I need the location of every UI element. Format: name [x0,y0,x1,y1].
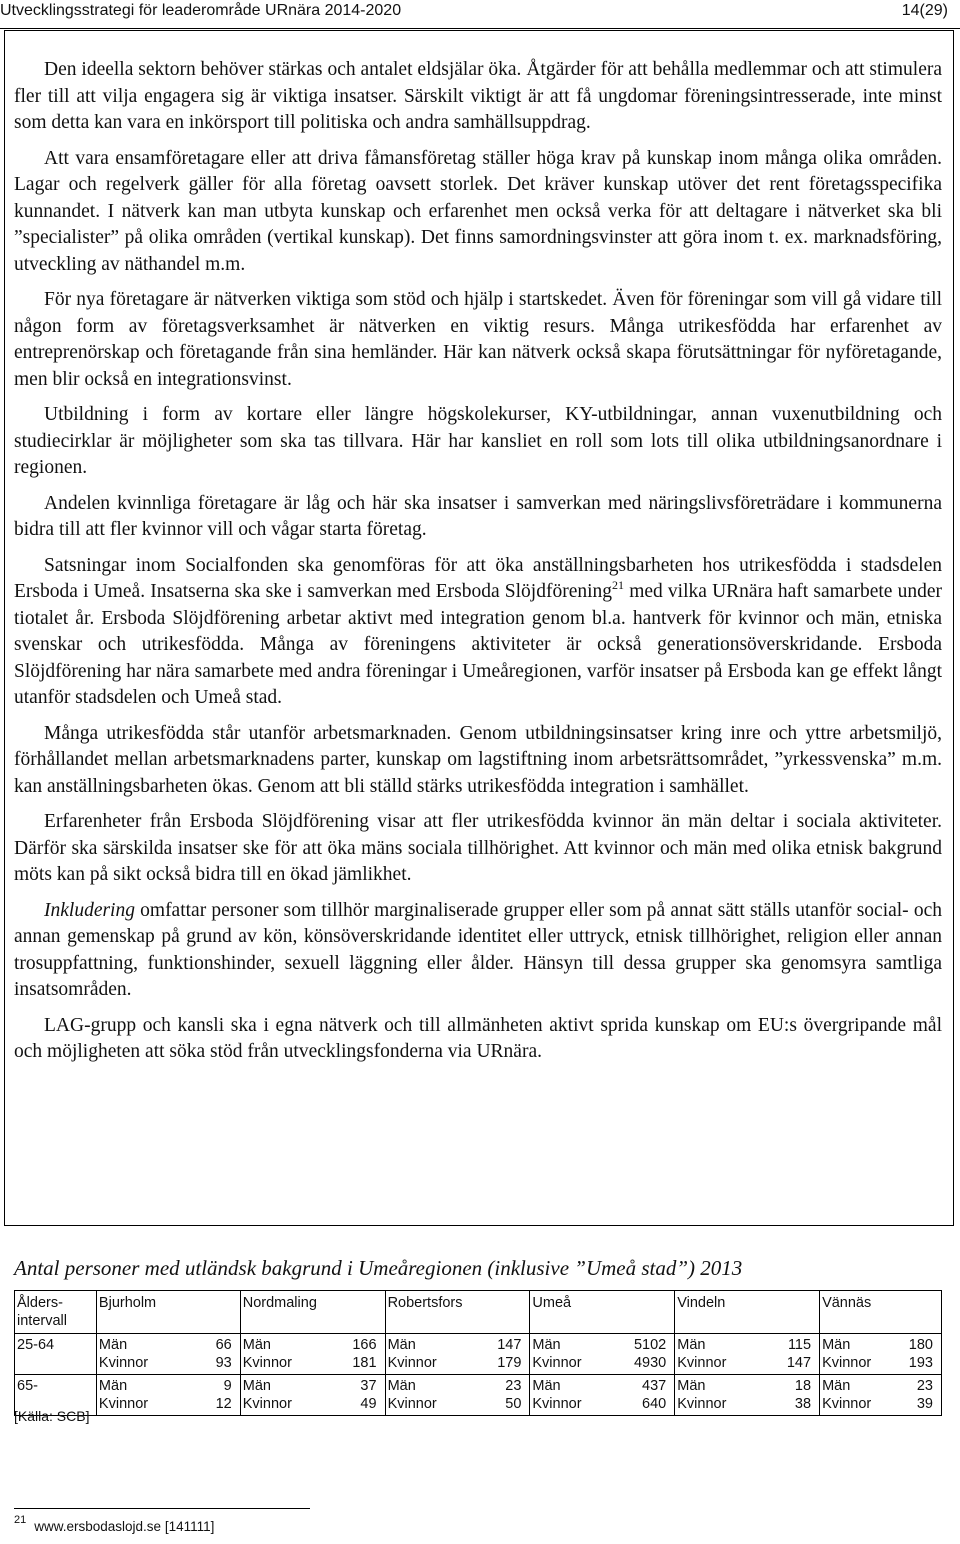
gender-label: Kvinnor [822,1396,872,1412]
value-cell [385,1334,530,1375]
value-cell [820,1375,942,1416]
municipality-header: Umeå [530,1291,675,1334]
count-value: 437 [642,1378,667,1394]
table-row [15,1375,942,1416]
gender-label: Män [677,1378,706,1394]
paragraph-ersboda [14,553,942,712]
population-table [14,1290,942,1416]
count-value: 166 [352,1337,377,1353]
men-line [822,1377,939,1395]
count-value: 18 [794,1378,812,1394]
gender-label: Män [822,1337,851,1353]
gender-label: Män [387,1378,416,1394]
men-line [243,1336,383,1354]
women-line [99,1354,238,1372]
count-value: 66 [215,1337,232,1353]
gender-label: Kvinnor [98,1355,149,1371]
gender-label: Kvinnor [822,1355,872,1371]
count-value: 12 [215,1396,232,1412]
men-line [388,1377,528,1395]
footnote [14,1514,214,1534]
footnote-separator [14,1508,310,1509]
count-value: 115 [787,1337,812,1353]
gender-label: Kvinnor [387,1396,437,1412]
value-cell [96,1334,240,1375]
age-interval-cell: 25-64 [15,1334,97,1375]
women-line [243,1354,383,1372]
women-line [532,1354,672,1372]
gender-label: Män [242,1337,271,1353]
footnote-text: www.ersbodaslojd.se [141111] [34,1519,215,1534]
count-value: 49 [360,1396,377,1412]
count-value: 181 [352,1355,377,1371]
count-value: 640 [642,1396,667,1412]
count-value: 180 [908,1337,933,1353]
paragraph: LAG-grupp och kansli ska i egna nätverk och till allmänheten aktivt sprida kunskap om EU:s övergripande mål och möjligheten att söka stöd från utvecklingsfonderna via URnära. [14,1014,942,1062]
municipality-header: Bjurholm [96,1291,240,1334]
women-line [388,1395,528,1413]
paragraph: Många utrikesfödda står utanför arbetsmarknaden. Genom utbildningsinsatser kring inre och yttre arbetsmiljö, förhållandet mellan arbetsmarknadens parter, kunskap om lagstiftning inom arbetsrättsområdet, ”yrkessvenska” m.m. kan anställningsbarheten ökas. Genom att bli ställd stärks utrikesfödda integration i samhället. [14,722,942,797]
paragraph: För nya företagare är nätverken viktiga som stöd och hjälp i startskedet. Även för föreningar som vill gå vidare till någon form av företagsverksamhet är nätverken en viktig resurs. Många utrikesfödda har erfarenhet av entreprenörskap och företagande från sina hemländer. Här kan nätverk också skapa förutsättningar för nyföretagande, men blir också en integrationsvinst. [14,289,942,390]
count-value: 93 [215,1355,232,1371]
women-line [532,1395,672,1413]
count-value: 193 [908,1355,933,1371]
table-row [15,1334,942,1375]
paragraph-text: Satsningar inom Socialfonden ska genomföras för att öka anställningsbarheten hos utrikesfödda i stadsdelen Ersboda i Umeå. Insatserna ska ske i samverkan med Ersboda Slöjdförening [14,554,942,602]
women-line [677,1395,817,1413]
municipality-header: Nordmaling [240,1291,385,1334]
document-title: Utvecklingsstrategi för leaderområde URnära 2014-2020 [0,2,402,19]
municipality-header: Vännäs [820,1291,942,1334]
value-cell [675,1375,820,1416]
age-interval-cell: 65- [15,1375,97,1416]
men-line [822,1336,939,1354]
value-cell [240,1334,385,1375]
term-inkludering: Inkludering [44,899,135,921]
men-line [243,1377,383,1395]
women-line [677,1354,817,1372]
men-line [99,1377,238,1395]
gender-label: Kvinnor [242,1355,292,1371]
count-value: 179 [497,1355,522,1371]
body-text [14,57,942,1075]
paragraph: Den ideella sektorn behöver stärkas och antalet eldsjälar öka. Åtgärder för att behålla medlemmar och att stimulera fler till att vilja engagera sig är viktiga insatser. Särskilt viktigt är att få ungdomar föreningsintresserade, inte minst som detta kan vara en inkörsport till politiska och andra samhällsuppdrag. [14,59,942,133]
paragraph-text: med vilka URnära haft samarbete under tiotalet år. Ersboda Slöjdförening arbetar aktivt med integration genom bl.a. hantverk för kvinnor och män, etniska svenskar och utrikesfödda. Många av föreningens aktiviteter är också generationsöverskridande. Ersboda Slöjdförening har nära samarbete med andra föreningar i Umeåregionen, varför insatser på Ersboda kan ge effekt långt utanför stadsdelen och Umeå stad. [14,581,942,708]
count-value: 147 [786,1355,812,1371]
value-cell [820,1334,942,1375]
page-number: 14(29) [901,2,948,19]
table-source: [Källa: SCB] [14,1408,90,1424]
women-line [822,1354,939,1372]
value-cell [530,1334,675,1375]
count-value: 23 [916,1378,933,1394]
count-value: 5102 [633,1337,667,1353]
gender-label: Kvinnor [98,1396,149,1412]
municipality-header: Vindeln [675,1291,820,1334]
men-line [677,1336,817,1354]
count-value: 9 [223,1378,232,1394]
count-value: 4930 [633,1355,667,1371]
men-line [532,1336,672,1354]
paragraph-inkludering [14,898,942,1004]
value-cell [96,1375,240,1416]
men-line [532,1377,672,1395]
count-value: 39 [916,1396,933,1412]
page-header [0,0,960,29]
women-line [99,1395,238,1413]
paragraph: Utbildning i form av kortare eller längre högskolekurser, KY-utbildningar, annan vuxenutbildning och studiecirklar är möjligheter som ska tas tillvara. Här har kansliet en roll som lots till olika utbildningsanordnare i regionen. [14,404,942,478]
gender-label: Kvinnor [387,1355,437,1371]
municipality-header: Robertsfors [385,1291,530,1334]
gender-label: Män [98,1378,128,1394]
footnote-number: 21 [14,1514,27,1526]
gender-label: Män [98,1337,128,1353]
paragraph: Att vara ensamföretagare eller att driva fåmansföretag ställer höga krav på kunskap inom många olika områden. Lagar och regelverk gäller för alla företag oavsett storlek. Det kräver kunskap utöver det rent företagsspecifika kunnandet. I nätverk kan man utbyta kunskap och erfarenhet men också verka för att deltagare i nätverket ska bli ”specialister” på olika områden (vertikal kunskap). Det finns samordningsvinster att göra inom t. ex. marknadsföring, utveckling av näthandel m.m. [14,147,942,275]
value-cell [530,1375,675,1416]
paragraph-text: omfattar personer som tillhör marginaliserade grupper eller som på annat sätt ställs utanför social- och annan gemenskap på grund av kön, könsöverskridande identitet eller uttryck, etnisk tillhörighet, religion eller annan trosuppfattning, funktionshinder, sexuell läggning eller ålder. Hänsyn till dessa grupper ska genomsyra samtliga insatsområden. [14,899,942,1000]
value-cell [675,1334,820,1375]
count-value: 23 [505,1378,522,1394]
women-line [822,1395,939,1413]
women-line [388,1354,528,1372]
count-value: 38 [794,1396,812,1412]
men-line [99,1336,238,1354]
value-cell [385,1375,530,1416]
men-line [388,1336,528,1354]
count-value: 37 [360,1378,377,1394]
gender-label: Kvinnor [532,1355,582,1371]
paragraph: Erfarenheter från Ersboda Slöjdförening visar att fler utrikesfödda kvinnor än män deltar i sociala aktiviteter. Därför ska särskilda insatser ske för att öka mäns sociala tillhörighet. Att kvinnor och män med olika etnisk bakgrund möts kan på sikt också bidra till en ökad jämlikhet. [14,811,942,885]
gender-label: Män [822,1378,851,1394]
paragraph: Andelen kvinnliga företagare är låg och här ska insatser i samverkan med näringslivsföreträdare i kommunerna bidra till att fler kvinnor vill och vågar starta företag. [14,492,942,540]
gender-label: Kvinnor [532,1396,582,1412]
gender-label: Män [387,1337,416,1353]
gender-label: Kvinnor [677,1396,727,1412]
table-title: Antal personer med utländsk bakgrund i Umeåregionen (inklusive ”Umeå stad”) 2013 [14,1256,743,1280]
gender-label: Män [532,1378,561,1394]
gender-label: Kvinnor [677,1355,727,1371]
count-value: 50 [505,1396,522,1412]
table-header-row [15,1291,942,1334]
gender-label: Män [677,1337,706,1353]
women-line [243,1395,383,1413]
value-cell [240,1375,385,1416]
gender-label: Män [242,1378,271,1394]
gender-label: Män [532,1337,561,1353]
age-interval-header: Ålders-intervall [15,1291,97,1334]
count-value: 147 [497,1337,522,1353]
footnote-reference: 21 [612,578,625,592]
men-line [677,1377,817,1395]
gender-label: Kvinnor [242,1396,292,1412]
